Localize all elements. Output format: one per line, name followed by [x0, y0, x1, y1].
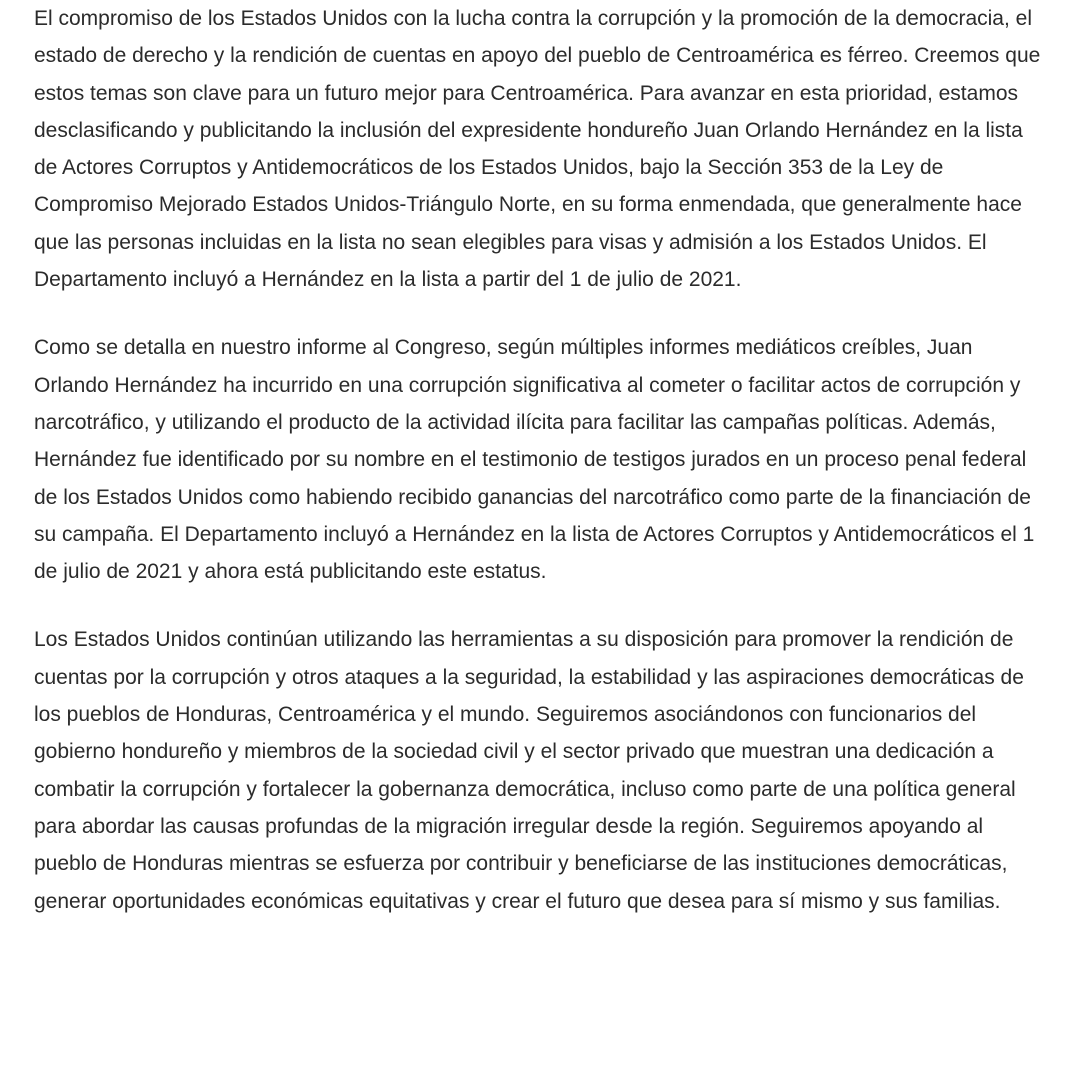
- article-body: [34, 0, 1044, 920]
- article-paragraph-2: Como se detalla en nuestro informe al Congreso, según múltiples informes mediáticos creíbles, Juan Orlando Hernández ha incurrido en una corrupción significativa al cometer o facilitar actos de corrupción y narcotráfico, y utilizando el producto de la actividad ilícita para facilitar las campañas políticas. Además, Hernández fue identificado por su nombre en el testimonio de testigos jurados en un proceso penal federal de los Estados Unidos como habiendo recibido ganancias del narcotráfico como parte de la financiación de su campaña. El Departamento incluyó a Hernández en la lista de Actores Corruptos y Antidemocráticos el 1 de julio de 2021 y ahora está publicitando este estatus.: [34, 336, 1035, 584]
- article-paragraph-1: El compromiso de los Estados Unidos con la lucha contra la corrupción y la promoción de la democracia, el estado de derecho y la rendición de cuentas en apoyo del pueblo de Centroamérica es férreo. Creemos que estos temas son clave para un futuro mejor para Centroamérica. Para avanzar en esta prioridad, estamos desclasificando y publicitando la inclusión del expresidente hondureño Juan Orlando Hernández en la lista de Actores Corruptos y Antidemocráticos de los Estados Unidos, bajo la Sección 353 de la Ley de Compromiso Mejorado Estados Unidos-Triángulo Norte, en su forma enmendada, que generalmente hace que las personas incluidas en la lista no sean elegibles para visas y admisión a los Estados Unidos. El Departamento incluyó a Hernández en la lista a partir del 1 de julio de 2021.: [34, 7, 1041, 292]
- article-paragraph-3: Los Estados Unidos continúan utilizando las herramientas a su disposición para promover la rendición de cuentas por la corrupción y otros ataques a la seguridad, la estabilidad y las aspiraciones democráticas de los pueblos de Honduras, Centroamérica y el mundo. Seguiremos asociándonos con funcionarios del gobierno hondureño y miembros de la sociedad civil y el sector privado que muestran una dedicación a combatir la corrupción y fortalecer la gobernanza democrática, incluso como parte de una política general para abordar las causas profundas de la migración irregular desde la región. Seguiremos apoyando al pueblo de Honduras mientras se esfuerza por contribuir y beneficiarse de las instituciones democráticas, generar oportunidades económicas equitativas y crear el futuro que desea para sí mismo y sus familias.: [34, 628, 1024, 913]
